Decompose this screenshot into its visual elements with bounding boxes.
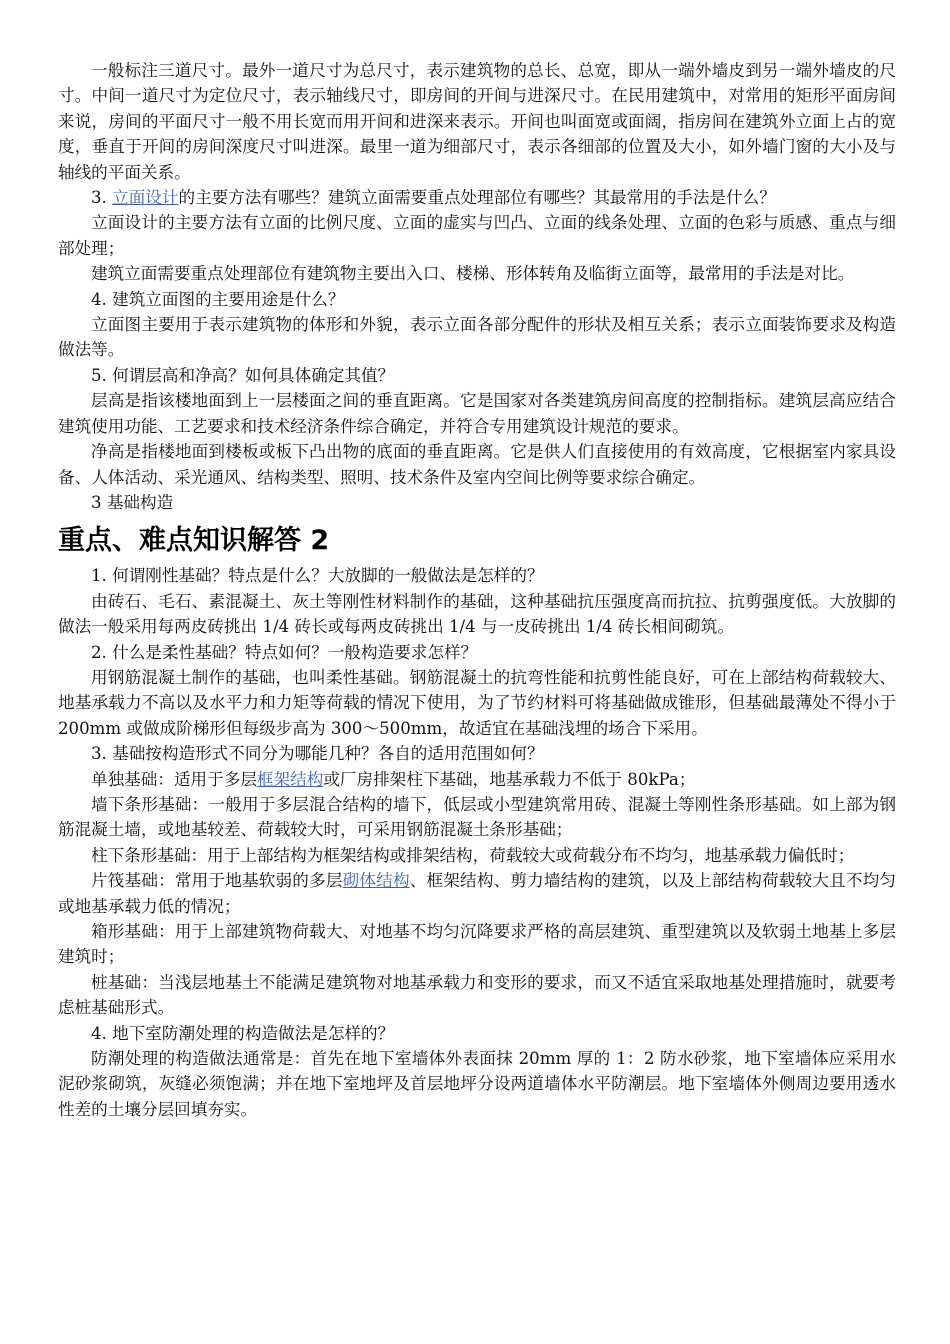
question-3-foundation-types: 3. 基础按构造形式不同分为哪能几种？各自的适用范围如何？ (91, 744, 544, 764)
answer-3-raft-foundation (58, 868, 896, 919)
question-text: 的主要方法有哪些？建筑立面需要重点处理部位有哪些？其最常用的手法是什么？ (178, 188, 776, 208)
answer-2: 用钢筋混凝土制作的基础，也叫柔性基础。钢筋混凝土的抗弯性能和抗剪性能良好，可在上部结构荷载较大、地基承载力不高以及水平力和力矩等荷载的情况下使用，为了节约材料可将基础做成锥形，但基础最薄处不得小于 200mm 或做成阶梯形但每级步高为 300～500mm，故适宜在基础浅埋的场合下采用。 (58, 667, 896, 738)
text-suffix: 或厂房排架柱下基础，地基承载力不低于 80kPa； (323, 769, 696, 789)
answer-5-floor-height: 层高是指该楼地面到上一层楼面之间的垂直距离。它是国家对各类建筑房间高度的控制指标。建筑层高应结合建筑使用功能、工艺要求和技术经济条件综合确定，并符合专用建筑设计规范的要求。 (58, 391, 896, 436)
link-masonry-structure[interactable]: 砌体结构 (342, 871, 410, 891)
answer-3-box-foundation: 箱形基础：用于上部建筑物荷载大、对地基不均匀沉降要求严格的高层建筑、重型建筑以及软弱土地基上多层建筑时； (58, 922, 896, 967)
question-2-flexible-foundation: 2. 什么是柔性基础？特点如何？一般构造要求怎样？ (91, 642, 478, 662)
paragraph-dimension-rules: 一般标注三道尺寸。最外一道尺寸为总尺寸，表示建筑物的总长、总宽，即从一端外墙皮到另一端外墙皮的尺寸。中间一道尺寸为定位尺寸，表示轴线尺寸，即房间的开间与进深尺寸。在民用建筑中，对常用的矩形平面房间来说，房间的平面尺寸一般不用长宽而用开间和进深来表示。开间也叫面宽或面阔，指房间在建筑外立面上占的宽度，垂直于开间的房间深度尺寸叫进深。最里一道为细部尺寸，表示各细部的位置及大小，如外墙门窗的大小及与轴线的平面关系。 (58, 61, 896, 182)
section-title-foundation: 3 基础构造 (91, 492, 174, 512)
document-page (58, 58, 896, 1122)
question-number: 3. (91, 188, 113, 208)
answer-3-isolated-footing (58, 767, 896, 792)
question-1-rigid-foundation: 1. 何谓刚性基础？特点是什么？大放脚的一般做法是怎样的？ (91, 566, 544, 586)
question-5-floor-height: 5. 何谓层高和净高？如何具体确定其值？ (91, 365, 395, 385)
answer-3-wall-strip-footing: 墙下条形基础：一般用于多层混合结构的墙下，低层或小型建筑常用砖、混凝土等刚性条形基础。如上部为钢筋混凝土墙，或地基较差、荷载较大时，可采用钢筋混凝土条形基础； (58, 794, 896, 840)
answer-1: 由砖石、毛石、素混凝土、灰土等刚性材料制作的基础，这种基础抗压强度高而抗拉、抗剪强度低。大放脚的做法一般采用每两皮砖挑出 1/4 砖长或每两皮砖挑出 1/4 与一皮砖挑出 1/4 砖长相间砌筑。 (58, 591, 896, 637)
text-prefix: 单独基础：适用于多层 (91, 769, 257, 789)
answer-3-key-parts: 建筑立面需要重点处理部位有建筑物主要出入口、楼梯、形体转角及临街立面等，最常用的手法是对比。 (91, 264, 855, 284)
answer-4-damp-proofing: 防潮处理的构造做法通常是：首先在地下室墙体外表面抹 20mm 厚的 1：2 防水砂浆，地下室墙体应采用水泥砂浆砌筑，灰缝必须饱满；并在地下室地坪及首层地坪分设两道墙体水平防潮层。地下室墙体外侧周边要用透水性差的土壤分层回填夯实。 (58, 1049, 896, 1119)
link-elevation-design[interactable]: 立面设计 (112, 188, 179, 208)
text-suffix: 、框架结构、剪力墙结构的建筑，以及上部结构荷载较大且不均匀或地基承载力低的情况； (58, 871, 897, 916)
answer-3-methods: 立面设计的主要方法有立面的比例尺度、立面的虚实与凹凸、立面的线条处理、立面的色彩与质感、重点与细部处理； (58, 213, 896, 258)
question-4-elevation-drawing: 4. 建筑立面图的主要用途是什么？ (91, 289, 345, 309)
text-prefix: 片筏基础：常用于地基软弱的多层 (91, 871, 343, 891)
answer-5-clear-height: 净高是指楼地面到楼板或板下凸出物的底面的垂直距离。它是供人们直接使用的有效高度，它根据室内家具设备、人体活动、采光通风、结构类型、照明、技术条件及室内空间比例等要求综合确定。 (58, 442, 896, 487)
answer-4: 立面图主要用于表示建筑物的体形和外貌，表示立面各部分配件的形状及相互关系；表示立面装饰要求及构造做法等。 (58, 315, 896, 360)
question-4-basement-damp-proofing: 4. 地下室防潮处理的构造做法是怎样的？ (91, 1023, 395, 1043)
answer-3-pile-foundation: 桩基础：当浅层地基土不能满足建筑物对地基承载力和变形的要求，而又不适宜采取地基处理措施时，就要考虑桩基础形式。 (58, 972, 896, 1018)
section-heading: 重点、难点知识解答 2 (58, 525, 330, 557)
question-3-elevation-design (58, 185, 896, 210)
answer-3-column-strip-footing: 柱下条形基础：用于上部结构为框架结构或排架结构，荷载较大或荷载分布不均匀，地基承载力偏低时； (91, 845, 855, 865)
link-frame-structure[interactable]: 框架结构 (256, 769, 324, 789)
